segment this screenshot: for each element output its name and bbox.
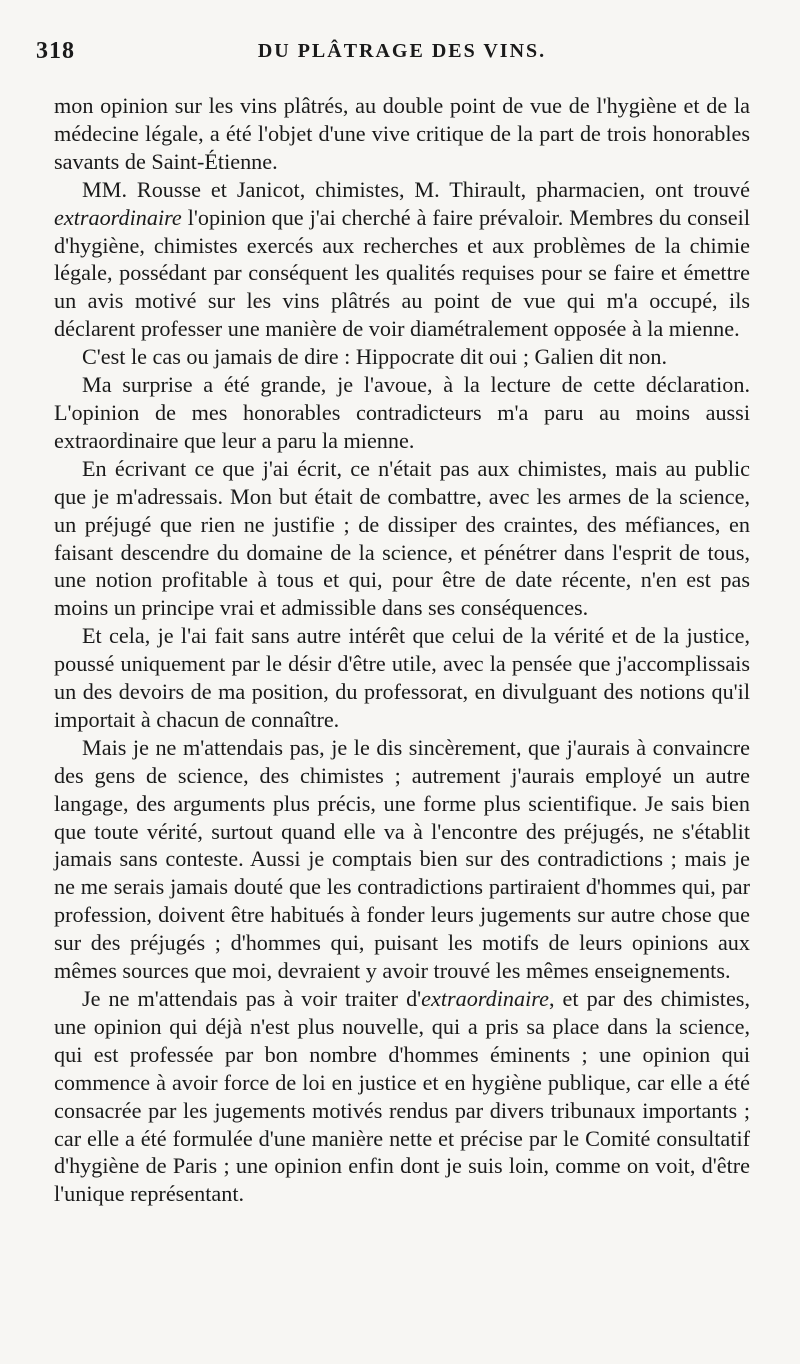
emphasis-text: extraordinaire — [54, 204, 182, 230]
paragraph-p1 — [54, 92, 750, 176]
text-run: Ma surprise a été grande, je l'avoue, à la lecture de cette déclaration. L'opinion de mes honorables contradicteurs m'a paru au moins aussi extraordinaire que leur a paru la mienne. — [54, 372, 750, 453]
text-run: mon opinion sur les vins plâtrés, au double point de vue de l'hygiène et de la médecine légale, a été l'objet d'une vive critique de la part de trois honorables savants de Saint-Étienne. — [54, 93, 750, 174]
paragraph-p2 — [54, 176, 750, 343]
paragraph-p6 — [54, 622, 750, 734]
text-run: Je ne m'attendais pas à voir traiter d' — [82, 986, 422, 1011]
text-run: , et par des chimistes, une opinion qui déjà n'est plus nouvelle, qui a pris sa place dans la science, qui est professée par bon nombre d'hommes éminents ; une opinion qui commence à avoir force de loi en justice et en hygiène publique, car elle a été consacrée par les jugements motivés rendus par divers tribunaux importants ; car elle a été formulée d'une manière nette et précise par le Comité consultatif d'hygiène de Paris ; une opinion enfin dont je suis loin, comme on voit, d'être l'unique représentant. — [54, 986, 750, 1207]
paragraph-p5 — [54, 455, 750, 622]
text-run: MM. Rousse et Janicot, chimistes, M. Thirault, pharmacien, ont trouvé — [82, 176, 750, 202]
paragraph-p4 — [54, 371, 750, 455]
paragraph-p8 — [54, 985, 750, 1208]
text-run: Et cela, je l'ai fait sans autre intérêt que celui de la vérité et de la justice, poussé uniquement par le désir d'être utile, avec la pensée que j'accomplissais un des devoirs de ma position, du professorat, en divulguant des notions qu'il importait à chacun de connaître. — [54, 623, 750, 732]
paragraph-p3 — [54, 343, 750, 371]
paragraph-p7 — [54, 734, 750, 985]
page-number: 318 — [36, 38, 75, 64]
body-text — [54, 92, 750, 1208]
text-run: Mais je ne m'attendais pas, je le dis sincèrement, que j'aurais à convaincre des gens de science, des chimistes ; autrement j'aurais employé un autre langage, des arguments plus précis, une forme plus scientifique. Je sais bien que toute vérité, surtout quand elle va à l'encontre des préjugés, ne s'établit jamais sans conteste. Aussi je comptais bien sur des contradictions ; mais je ne me serais jamais douté que les contradictions partiraient d'hommes qui, par profession, doivent être habitués à fonder leurs jugements sur autre chose que sur des préjugés ; d'hommes qui, puisant les motifs de leurs opinions aux mêmes sources que moi, devraient y avoir trouvé les mêmes enseignements. — [54, 734, 750, 984]
running-head — [36, 38, 750, 72]
text-run: En écrivant ce que j'ai écrit, ce n'était pas aux chimistes, mais au public que je m'adressais. Mon but était de combattre, avec les armes de la science, un préjugé que rien ne justifie ; de dissiper des craintes, des méfiances, en faisant descendre du domaine de la science, et pénétrer dans l'esprit de tous, une notion profitable à tous et qui, pour être de date récente, n'en est pas moins un principe vrai et admissible dans ses conséquences. — [54, 455, 750, 621]
running-title: DU PLÂTRAGE DES VINS. — [257, 40, 547, 62]
text-run: C'est le cas ou jamais de dire : Hippocrate dit oui ; Galien dit non. — [82, 344, 668, 370]
text-run: l'opinion que j'ai cherché à faire prévaloir. Membres du conseil d'hygiène, chimistes exercés aux recherches et aux problèmes de la chimie légale, possédant par conséquent les qualités requises pour se faire et émettre un avis motivé sur les vins plâtrés au point de vue qui m'a occupé, ils déclarent professer une manière de voir diamétralement opposée à la mienne. — [54, 204, 750, 342]
emphasis-text: extraordinaire — [421, 986, 549, 1011]
